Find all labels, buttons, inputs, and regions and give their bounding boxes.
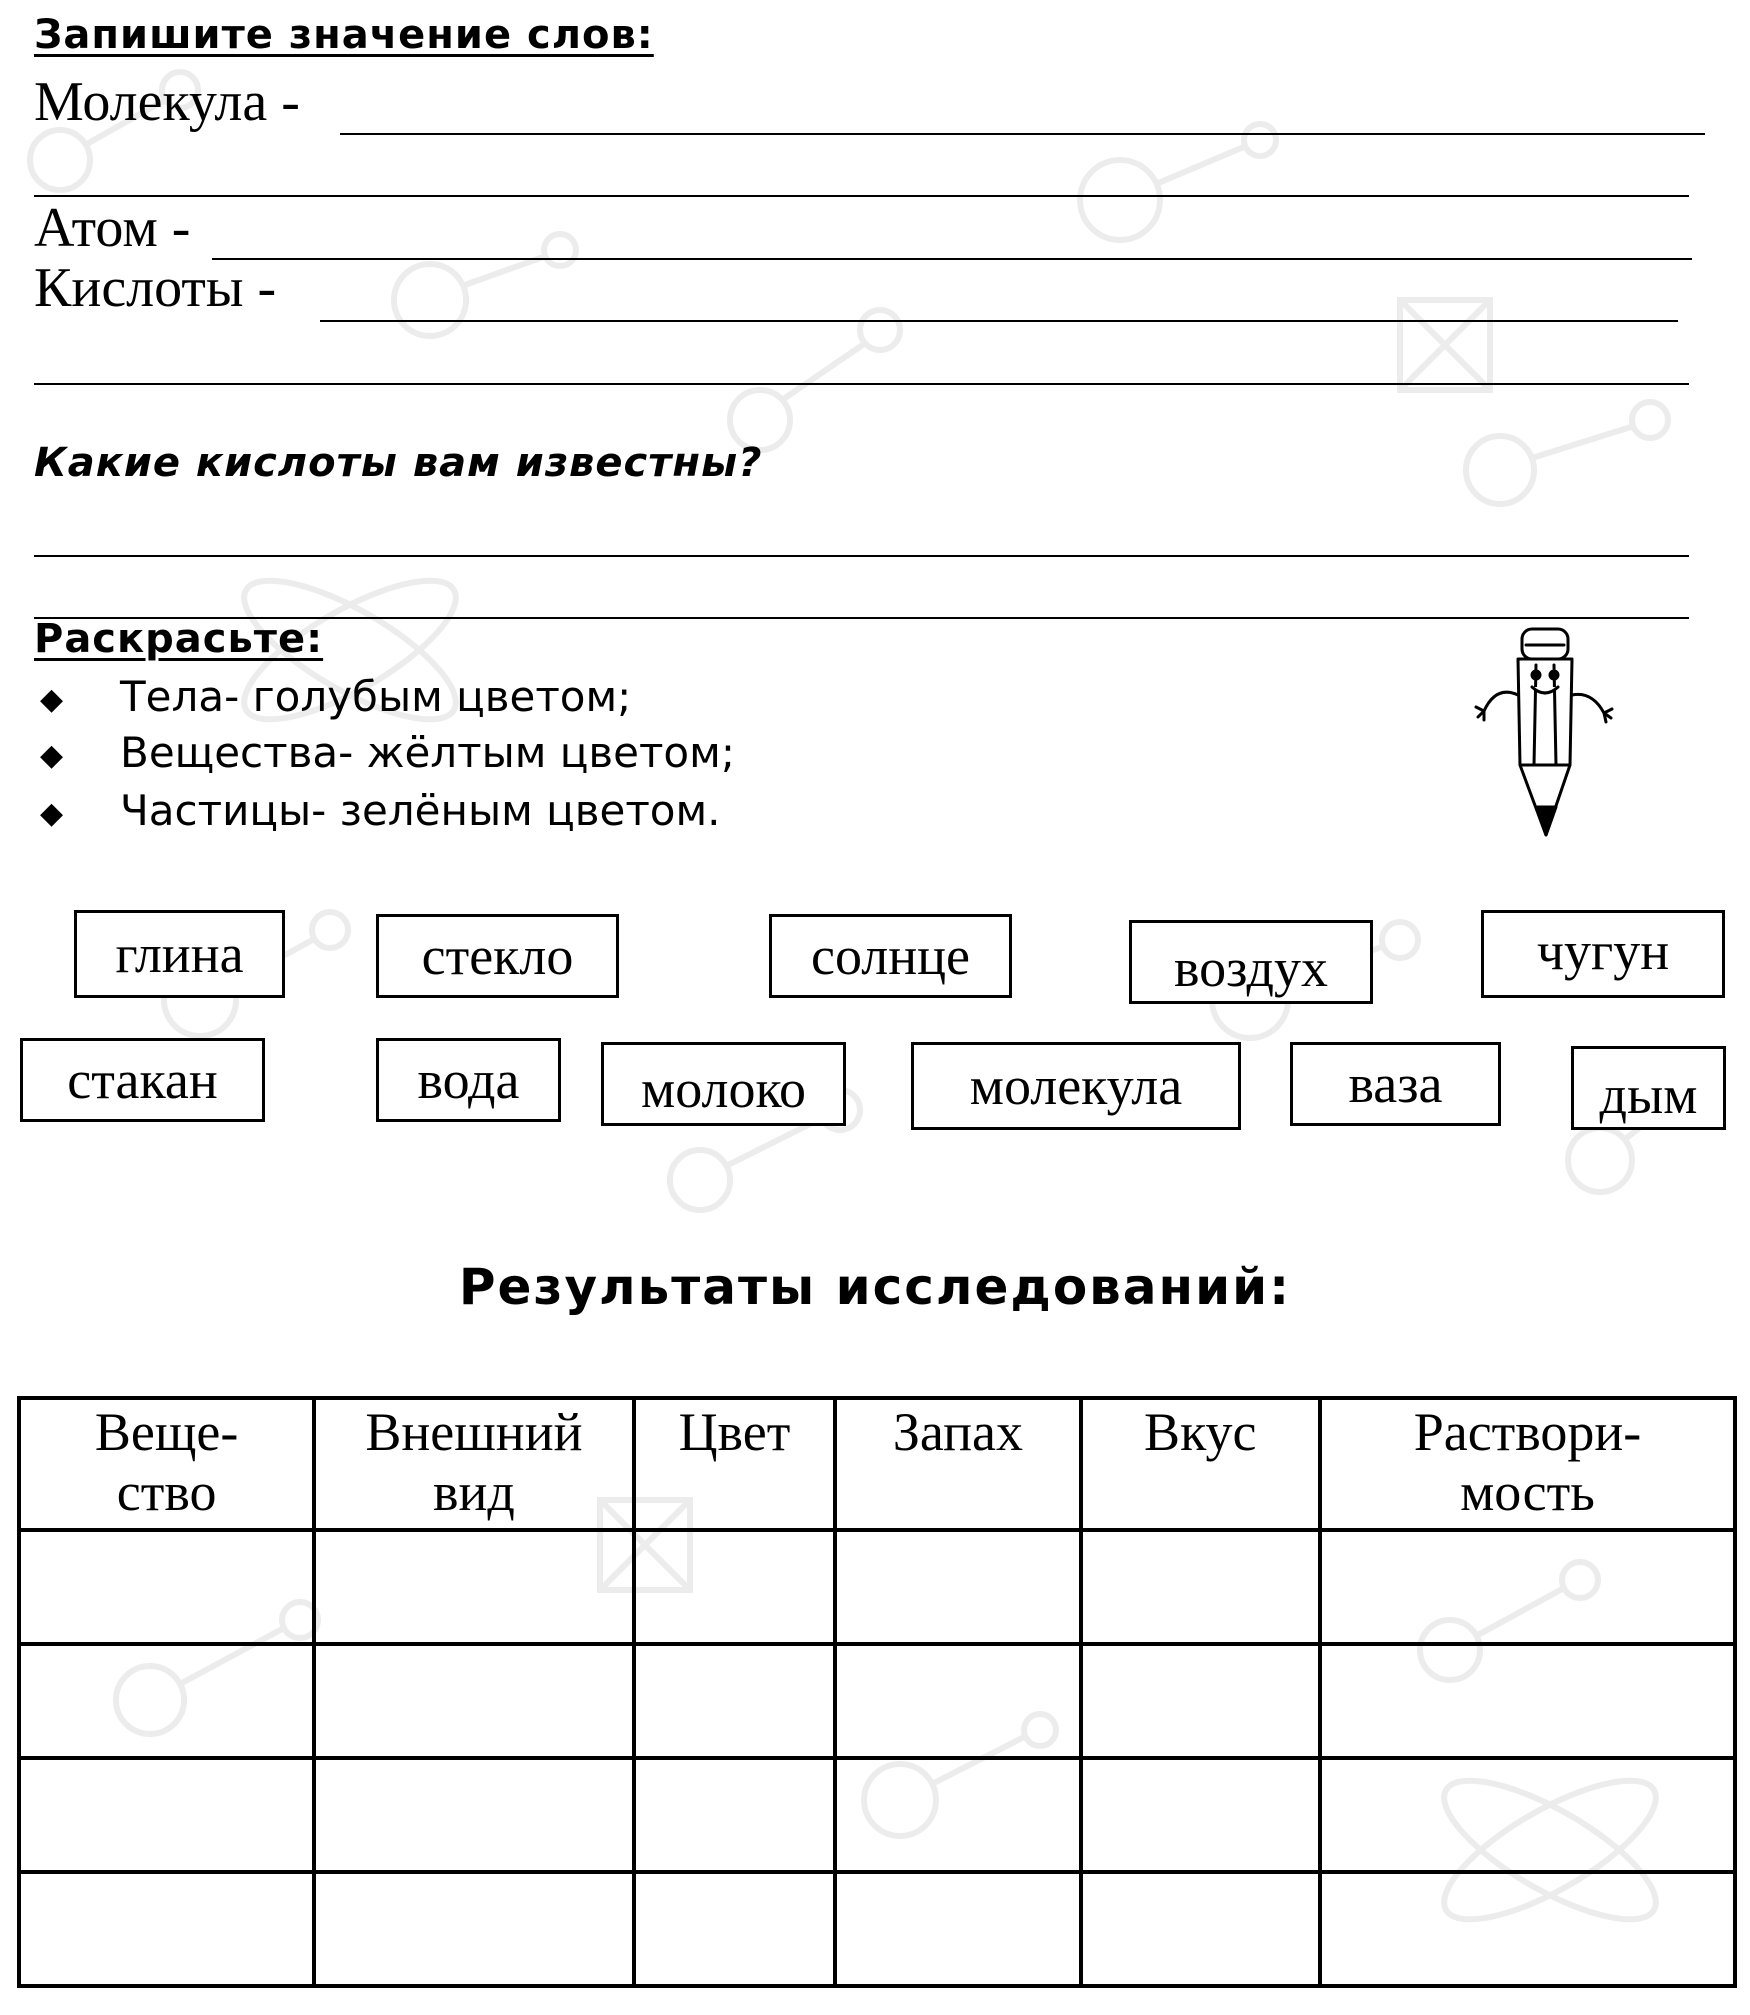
table-cell[interactable] (314, 1872, 633, 1986)
table-cell[interactable] (1320, 1644, 1735, 1758)
word-card-glass[interactable]: стекло (376, 914, 619, 998)
diamond-bullet-icon: ◆ (40, 796, 64, 831)
table-row (19, 1644, 1735, 1758)
acids-question: Какие кислоты вам известны? (34, 440, 763, 486)
results-title: Результаты исследований: (458, 1258, 1292, 1316)
table-row (19, 1758, 1735, 1872)
list-item: ◆ Вещества- жёлтым цветом; (40, 728, 735, 777)
word-card-clay[interactable]: глина (74, 910, 285, 998)
table-cell[interactable] (314, 1644, 633, 1758)
pencil-character-icon (1470, 625, 1615, 840)
table-cell[interactable] (1081, 1644, 1320, 1758)
word-card-smoke[interactable]: дым (1571, 1046, 1726, 1130)
list-item: ◆ Частицы- зелёным цветом. (40, 786, 721, 835)
coloring-heading: Раскрасьте: (34, 616, 324, 662)
table-row (19, 1872, 1735, 1986)
table-cell[interactable] (634, 1644, 836, 1758)
table-cell[interactable] (19, 1644, 314, 1758)
term-acids-label: Кислоты - (34, 257, 277, 319)
word-card-water[interactable]: вода (376, 1038, 561, 1122)
word-card-vase[interactable]: ваза (1290, 1042, 1501, 1126)
diamond-bullet-icon: ◆ (40, 738, 64, 773)
column-header-substance: Веще- ство (19, 1398, 314, 1530)
table-cell[interactable] (1081, 1530, 1320, 1644)
table-header-row (19, 1398, 1735, 1530)
word-card-cast-iron[interactable]: чугун (1481, 910, 1725, 998)
table-cell[interactable] (1320, 1530, 1735, 1644)
table-cell[interactable] (1320, 1758, 1735, 1872)
table-cell[interactable] (19, 1758, 314, 1872)
answer-line-molecule[interactable] (340, 133, 1705, 135)
table-cell[interactable] (835, 1644, 1080, 1758)
results-table (17, 1396, 1737, 1988)
table-row (19, 1530, 1735, 1644)
answer-line-molecule-2[interactable] (34, 195, 1689, 197)
word-card-sun[interactable]: солнце (769, 914, 1012, 998)
list-item: ◆ Тела- голубым цветом; (40, 672, 632, 721)
answer-line-acids-2[interactable] (34, 383, 1689, 385)
table-cell[interactable] (314, 1758, 633, 1872)
column-header-smell: Запах (835, 1398, 1080, 1530)
word-card-air[interactable]: воздух (1129, 920, 1373, 1004)
column-header-color: Цвет (634, 1398, 836, 1530)
word-card-cup[interactable]: стакан (20, 1038, 265, 1122)
diamond-bullet-icon: ◆ (40, 682, 64, 717)
table-cell[interactable] (1081, 1758, 1320, 1872)
answer-line-question-1[interactable] (34, 555, 1689, 557)
word-card-milk[interactable]: молоко (601, 1042, 846, 1126)
answer-line-atom[interactable] (212, 258, 1692, 260)
term-molecule-label: Молекула - (34, 71, 300, 133)
table-cell[interactable] (835, 1758, 1080, 1872)
word-card-molecule[interactable]: молекула (911, 1042, 1241, 1130)
answer-line-acids[interactable] (320, 320, 1678, 322)
table-cell[interactable] (19, 1872, 314, 1986)
definitions-heading: Запишите значение слов: (34, 12, 654, 58)
column-header-solubility: Раствори- мость (1320, 1398, 1735, 1530)
table-cell[interactable] (314, 1530, 633, 1644)
table-cell[interactable] (634, 1872, 836, 1986)
table-cell[interactable] (1320, 1872, 1735, 1986)
column-header-appearance: Внешний вид (314, 1398, 633, 1530)
table-cell[interactable] (19, 1530, 314, 1644)
table-cell[interactable] (835, 1530, 1080, 1644)
table-cell[interactable] (634, 1530, 836, 1644)
column-header-taste: Вкус (1081, 1398, 1320, 1530)
term-atom-label: Атом - (34, 197, 191, 259)
table-cell[interactable] (634, 1758, 836, 1872)
table-cell[interactable] (1081, 1872, 1320, 1986)
table-cell[interactable] (835, 1872, 1080, 1986)
